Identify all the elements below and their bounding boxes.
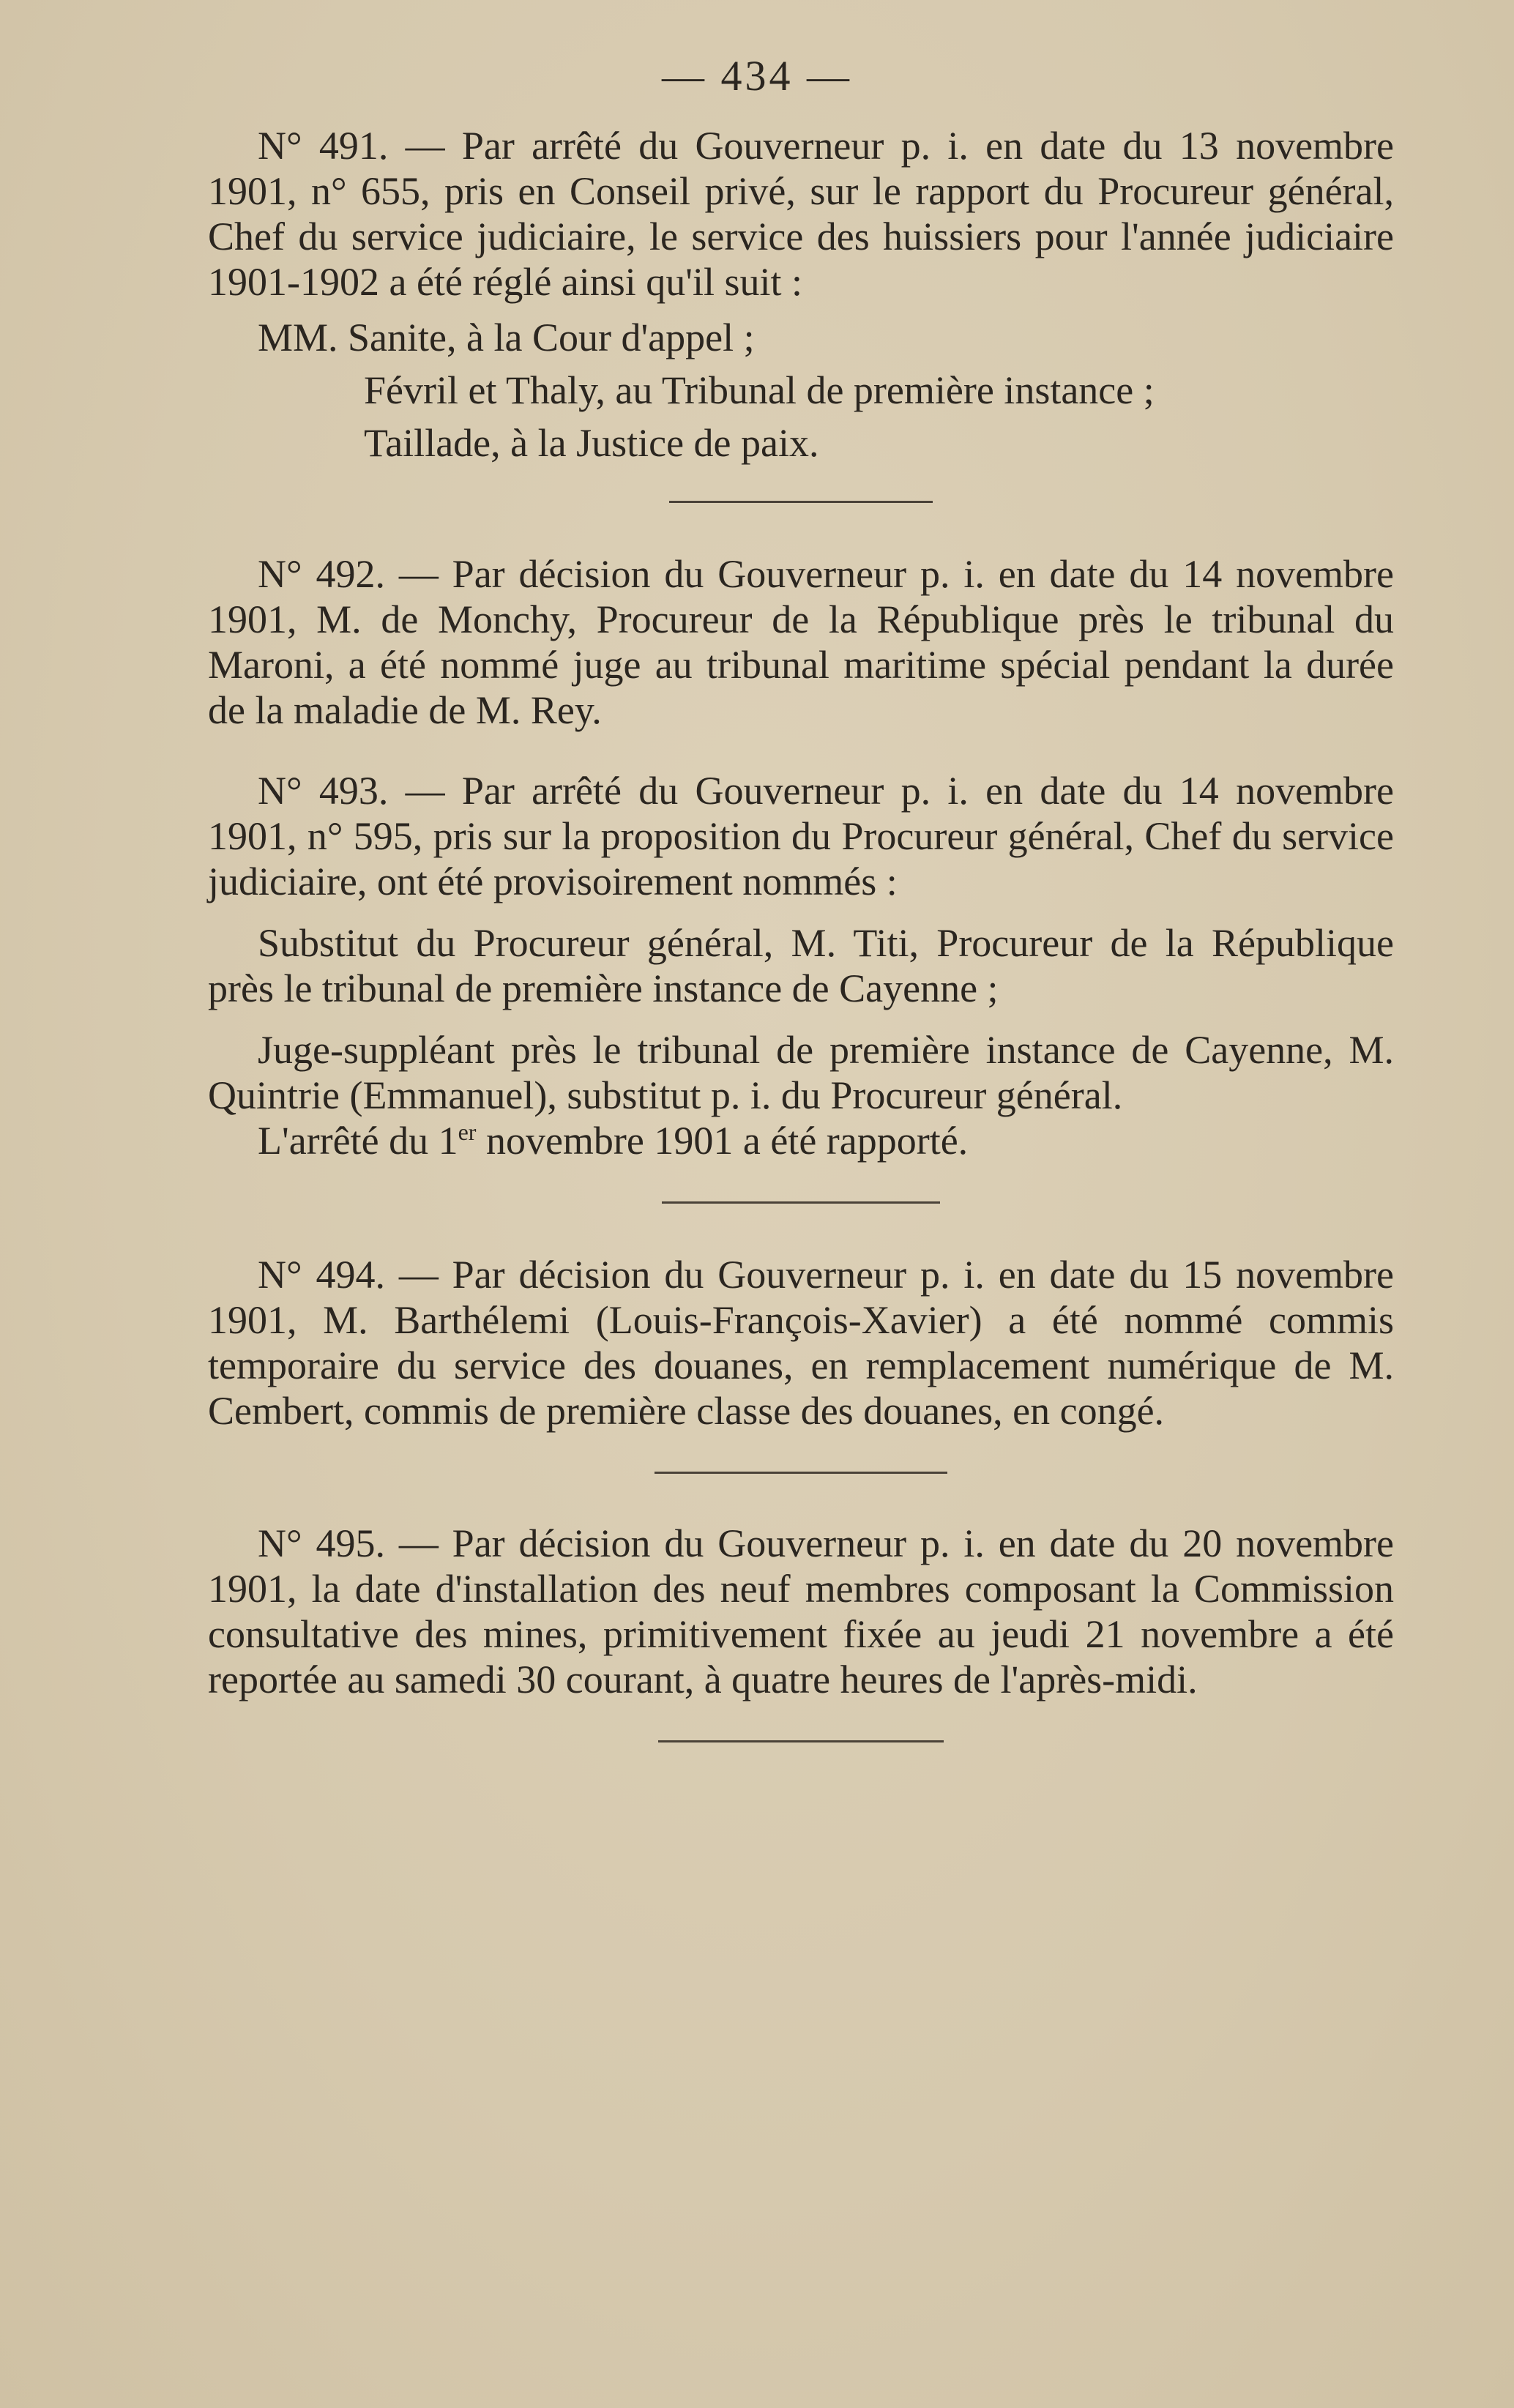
- note-superscript: er: [458, 1119, 477, 1145]
- document-body: [208, 123, 1394, 1742]
- section-divider: [669, 501, 933, 503]
- entry-paragraph: N° 492. — Par décision du Gouverneur p. i. en date du 14 novembre 1901, M. de Monchy, Procureur de la République près le tribunal du Maroni, a été nommé juge au tribunal maritime spécial pendant la durée de la maladie de M. Rey.: [208, 552, 1394, 732]
- entry-494: [208, 1252, 1394, 1434]
- sub-paragraph: Juge-suppléant près le tribunal de première instance de Cayenne, M. Quintrie (Emmanuel), substitut p. i. du Procureur général.: [208, 1028, 1394, 1117]
- page-number: — 434 —: [662, 52, 852, 100]
- entry-paragraph: N° 493. — Par arrêté du Gouverneur p. i. en date du 14 novembre 1901, n° 595, pris sur la proposition du Procureur général, Chef du service judiciaire, ont été provisoirement nommés :: [208, 769, 1394, 903]
- list-item: Taillade, à la Justice de paix.: [364, 421, 819, 465]
- entry-paragraph: N° 494. — Par décision du Gouverneur p. i. en date du 15 novembre 1901, M. Barthélemi (Louis-François-Xavier) a été nommé commis temporaire du service des douanes, en remplacement numérique de M. Cembert, commis de première classe des douanes, en congé.: [208, 1253, 1394, 1433]
- entry-492: [208, 551, 1394, 733]
- note-text: novembre 1901 a été rapporté.: [476, 1119, 969, 1163]
- entry-495: [208, 1521, 1394, 1702]
- note-paragraph: [208, 1118, 1394, 1163]
- section-divider: [658, 1740, 944, 1742]
- entry-paragraph: N° 495. — Par décision du Gouverneur p. i. en date du 20 novembre 1901, la date d'installation des neuf membres composant la Commission consultative des mines, primitivement fixée au jeudi 21 novembre a été reportée au samedi 30 courant, à quatre heures de l'après-midi.: [208, 1521, 1394, 1701]
- entry-paragraph: N° 491. — Par arrêté du Gouverneur p. i. en date du 13 novembre 1901, n° 655, pris en Conseil privé, sur le rapport du Procureur général, Chef du service judiciaire, le service des huissiers pour l'année judiciaire 1901-1902 a été réglé ainsi qu'il suit :: [208, 124, 1394, 304]
- entry-491: [208, 123, 1394, 466]
- section-divider: [662, 1201, 940, 1204]
- entry-493: [208, 768, 1394, 1163]
- note-text: L'arrêté du 1: [258, 1119, 458, 1163]
- section-divider: [655, 1472, 947, 1474]
- list-item: MM. Sanite, à la Cour d'appel ;: [258, 316, 755, 359]
- sub-paragraph: Substitut du Procureur général, M. Titi, Procureur de la République près le tribunal de première instance de Cayenne ;: [208, 921, 1394, 1010]
- list-item: Févril et Thaly, au Tribunal de première instance ;: [364, 368, 1155, 412]
